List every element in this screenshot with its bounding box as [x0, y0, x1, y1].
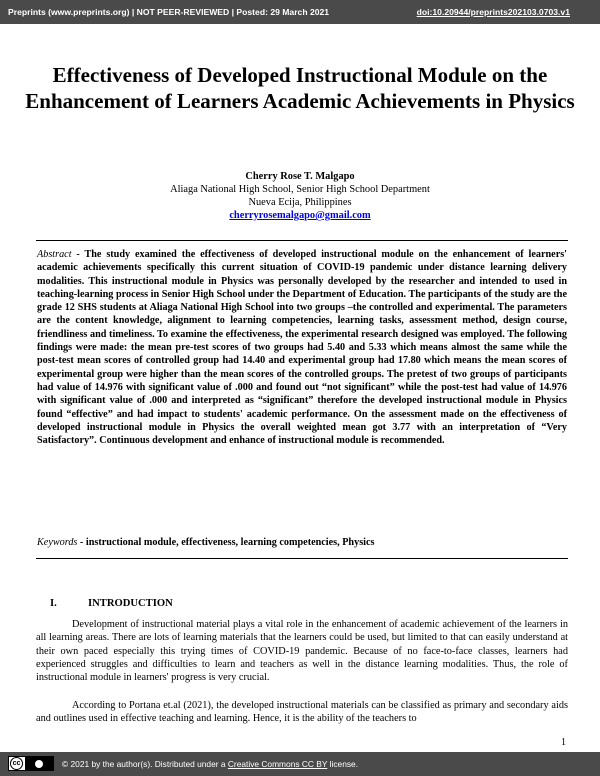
creative-commons-badge-icon — [8, 756, 54, 771]
keywords — [37, 536, 567, 549]
abstract-text: - The study examined the effectiveness of developed instructional module on the enhancement of learners' academic achievements specifically this current situation of COVID-19 pandemic under distance learning delivery modalities. This instructional module in Physics was personally developed by the researcher and intended to used in teaching-learning process in Senior High School under the Department of Education. The participants of the study are the grade 12 SHS students at Aliaga National High School into two groups –the controlled and experimental. The parameters are the content knowledge, alignment to learning competencies, learning tasks, assessment method, design course, friendliness and timeliness. To examine the effectiveness, the experimental research designed was employed. The following findings were made: the mean pre-test scores of two groups had 5.40 and 5.33 which means almost the same while the post-test mean scores of controlled group had 14.40 and experimental group had 17.80 which means the mean scores of experimental group were higher than the mean scores of the controlled groups. The pretest of two groups of participants had value of 14.976 with significant value of .000 and found out “not significant” while the post-test had value of 14.976 with significant value of .000 and interpreted as “significant” therefore the developed instructional module in Physics found “effective” and had impact to students' academic performance. On the assessment made on the effectiveness of developed instructional module in Physics the overall weighted mean got 3.77 with an interpretation of “Very Satisfactory”. Continuous development and enhance of instructional module is recommended. — [37, 249, 568, 447]
page-number: 1 — [561, 737, 566, 748]
section-heading-introduction — [50, 598, 173, 609]
abstract-bottom-rule — [36, 558, 568, 559]
section-number: I. — [50, 598, 57, 609]
doi-link[interactable]: doi:10.20944/preprints202103.0703.v1 — [416, 7, 570, 17]
keywords-text: - instructional module, effectiveness, learning competencies, Physics — [79, 537, 375, 548]
keywords-label: Keywords — [37, 537, 78, 548]
abstract-label: Abstract — [37, 249, 72, 260]
cc-logo-icon: cc — [10, 757, 23, 770]
license-link[interactable]: Creative Commons CC BY — [227, 759, 328, 769]
section-title: INTRODUCTION — [88, 598, 173, 609]
preprint-status: Preprints (www.preprints.org) | NOT PEER-REVIEWED | Posted: 29 March 2021 — [8, 7, 330, 17]
body-paragraph: According to Portana et.al (2021), the developed instructional materials can be classified as primary and secondary aids and outlines used in effective teaching and learning. Hence, it is the ability of the teachers to — [36, 700, 568, 725]
paper-title: Effectiveness of Developed Instructional Module on the Enhancement of Learners Academic Achievements in Physics — [25, 63, 575, 113]
author-block — [0, 170, 600, 222]
abstract-top-rule — [36, 240, 568, 241]
author-affiliation: Aliaga National High School, Senior High School Department — [170, 184, 430, 195]
preprint-header-bar — [0, 0, 600, 24]
by-attribution-icon — [25, 757, 53, 770]
author-email-link[interactable]: cherryrosemalgapo@gmail.com — [229, 210, 371, 221]
body-paragraph: Development of instructional material plays a vital role in the enhancement of academic achievement of the learners in all learning areas. There are lots of learning materials that the learners could be used, but limited to that can easily understand at their own paced especially this trying times of COVID-19 pandemic. Because of no face-to-face classes, learners had experienced struggles and difficulties to learn and teachers as well in the distance learning modalities. Thus, the role of instructional module in learners' progress is very crucial. — [36, 619, 568, 684]
license-suffix: license. — [327, 759, 359, 769]
license-footer-bar — [0, 752, 600, 776]
author-name: Cherry Rose T. Malgapo — [245, 171, 355, 182]
abstract — [37, 248, 567, 447]
license-prefix: © 2021 by the author(s). Distributed under a — [62, 759, 228, 769]
author-location: Nueva Ecija, Philippines — [248, 197, 352, 208]
license-text — [62, 759, 358, 769]
